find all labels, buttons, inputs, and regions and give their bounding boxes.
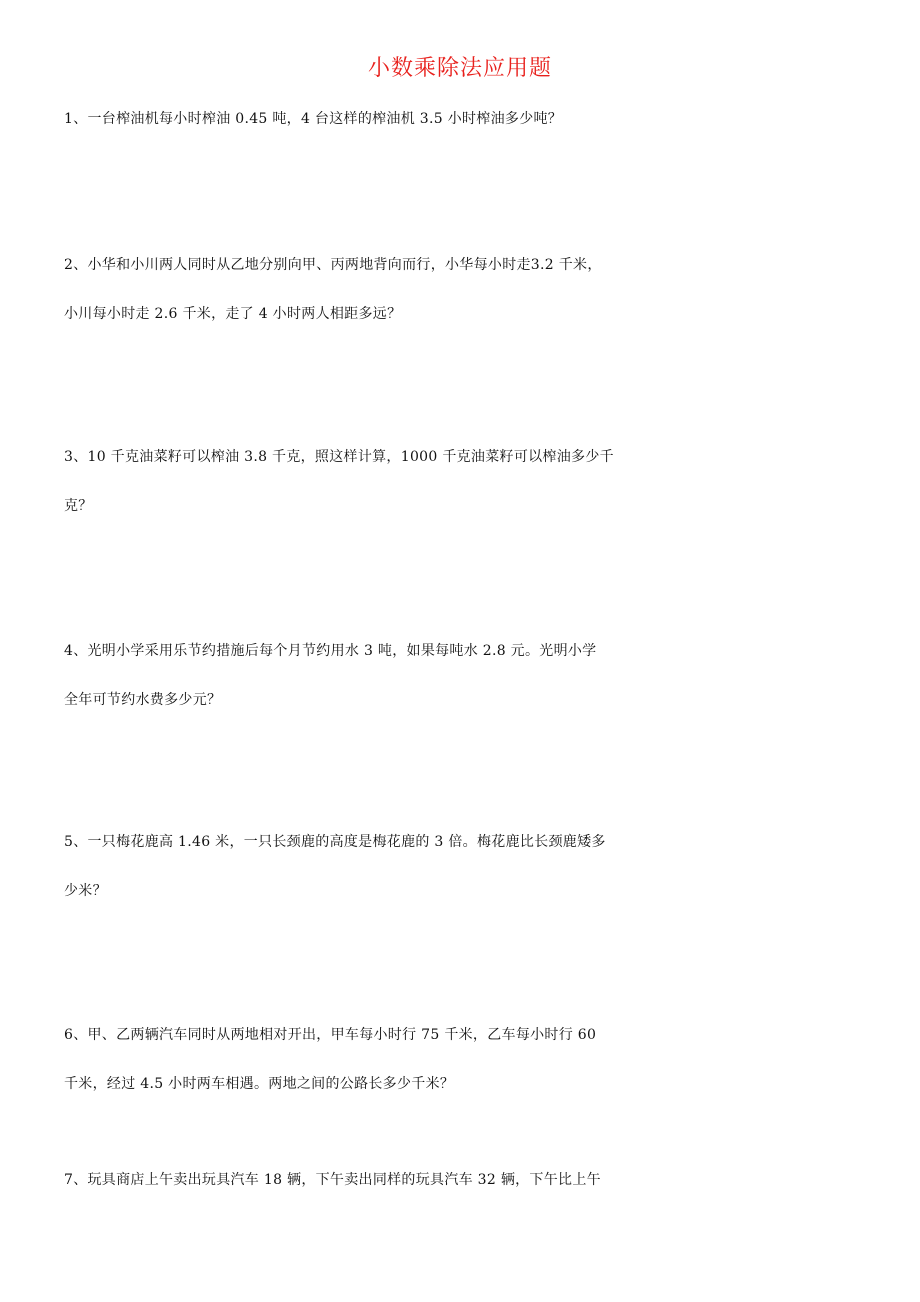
problem-1 xyxy=(64,95,864,144)
problem-4 xyxy=(64,627,864,725)
problem-line: 小川每小时走 2.6 千米，走了 4 小时两人相距多远？ xyxy=(64,306,402,322)
problem-line: 千米，经过 4.5 小时两车相遇。两地之间的公路长多少千米？ xyxy=(64,1076,455,1092)
page-title: 小数乘除法应用题 xyxy=(367,56,552,81)
problem-line: 4、光明小学采用乐节约措施后每个月节约用水 3 吨，如果每吨水 2.8 元。光明小学 xyxy=(64,643,597,659)
problem-line: 5、一只梅花鹿高 1.46 米，一只长颈鹿的高度是梅花鹿的 3 倍。梅花鹿比长颈鹿矮多 xyxy=(64,834,606,850)
problem-line: 全年可节约水费多少元？ xyxy=(64,692,222,708)
problem-3 xyxy=(64,433,864,531)
problem-line: 克？ xyxy=(64,498,93,514)
problem-line: 少米？ xyxy=(64,883,107,899)
problem-line: 6、甲、乙两辆汽车同时从两地相对开出，甲车每小时行 75 千米，乙车每小时行 60 xyxy=(64,1027,597,1043)
problem-line: 1、一台榨油机每小时榨油 0.45 吨，4 台这样的榨油机 3.5 小时榨油多少吨？ xyxy=(64,111,563,127)
problem-line: 2、小华和小川两人同时从乙地分别向甲、丙两地背向而行，小华每小时走3.2 千米， xyxy=(64,257,602,273)
problem-7 xyxy=(64,1156,864,1205)
problem-5 xyxy=(64,818,864,916)
problem-2 xyxy=(64,241,864,339)
problem-line: 3、10 千克油菜籽可以榨油 3.8 千克，照这样计算，1000 千克油菜籽可以榨油多少千 xyxy=(64,449,614,465)
problem-line: 7、玩具商店上午卖出玩具汽车 18 辆，下午卖出同样的玩具汽车 32 辆，下午比上午 xyxy=(64,1172,601,1188)
problem-6 xyxy=(64,1011,864,1109)
